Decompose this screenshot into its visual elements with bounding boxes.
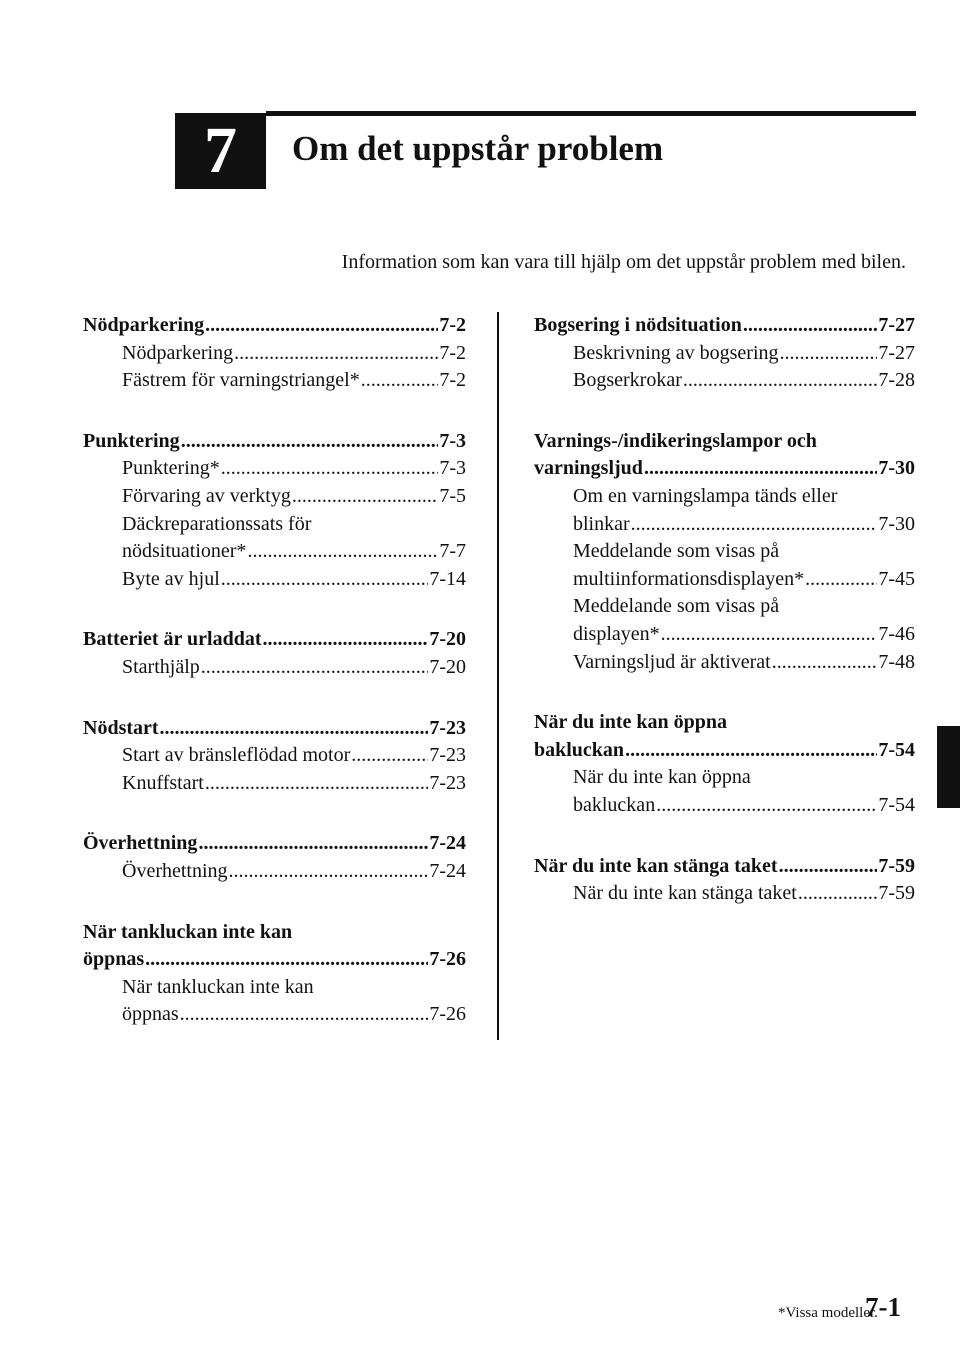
toc-section [83, 830, 466, 885]
toc-dot-leader [625, 737, 877, 765]
toc-page-ref: 7-24 [429, 859, 466, 882]
column-divider [497, 312, 499, 1040]
toc-section [83, 626, 466, 681]
toc-entry-text: multiinformationsdisplayen* [573, 567, 805, 590]
toc-dot-leader [656, 792, 877, 820]
toc-entry-text: Nödstart [83, 716, 159, 739]
toc-sub-entry[interactable] [534, 593, 915, 621]
toc-entry-text: Däckreparationssats för [122, 512, 312, 535]
toc-section [534, 853, 915, 908]
toc-dot-leader [263, 626, 429, 654]
toc-entry-text: Varnings-/indikeringslampor och [534, 429, 817, 452]
toc-sub-entry[interactable] [534, 367, 915, 395]
toc-page-ref: 7-20 [429, 628, 466, 651]
toc-sub-entry[interactable] [83, 566, 466, 594]
toc-page-ref: 7-24 [429, 832, 466, 855]
page-number: 7-1 [865, 1292, 901, 1322]
toc-sub-entry[interactable] [534, 880, 915, 908]
toc-page-ref: 7-23 [429, 771, 466, 794]
toc-sub-entry[interactable] [83, 483, 466, 511]
toc-dot-leader [661, 621, 878, 649]
toc-entry-text: Överhettning [83, 832, 198, 855]
chapter-number-block: 7 [175, 113, 266, 189]
toc-entry-text: Förvaring av verktyg [122, 484, 291, 507]
toc-heading-entry[interactable] [534, 455, 915, 483]
toc-entry-text: Punktering [83, 429, 180, 452]
toc-dot-leader [229, 858, 429, 886]
toc-dot-leader [181, 428, 439, 456]
toc-page-ref: 7-5 [439, 484, 466, 507]
toc-entry-text: När tankluckan inte kan [83, 920, 293, 943]
toc-dot-leader [361, 367, 439, 395]
toc-entry-text: varningsljud [534, 457, 643, 480]
toc-sub-entry[interactable] [83, 742, 466, 770]
chapter-intro: Information som kan vara till hjälp om det uppstår problem med bilen. [341, 251, 906, 273]
toc-dot-leader [351, 742, 428, 770]
toc-sub-entry[interactable] [83, 511, 466, 539]
toc-section [83, 428, 466, 594]
toc-dot-leader [780, 340, 878, 368]
toc-sub-entry[interactable] [83, 858, 466, 886]
toc-page-ref: 7-26 [429, 1003, 466, 1026]
toc-dot-leader [201, 654, 429, 682]
chapter-thumb-tab [937, 726, 960, 808]
toc-sub-entry[interactable] [83, 538, 466, 566]
toc-section [534, 709, 915, 819]
toc-sub-entry[interactable] [534, 792, 915, 820]
toc-page-ref: 7-7 [439, 540, 466, 563]
toc-dot-leader [805, 566, 877, 594]
toc-dot-leader [205, 312, 438, 340]
toc-entry-text: displayen* [573, 622, 660, 645]
toc-dot-leader [221, 455, 439, 483]
toc-dot-leader [180, 1001, 429, 1029]
toc-page-ref: 7-20 [429, 655, 466, 678]
toc-dot-leader [779, 853, 878, 881]
toc-heading-entry[interactable] [83, 428, 466, 456]
toc-sub-entry[interactable] [534, 538, 915, 566]
toc-dot-leader [743, 312, 878, 340]
toc-page-ref: 7-59 [878, 854, 915, 877]
toc-sub-entry[interactable] [534, 566, 915, 594]
toc-sub-entry[interactable] [83, 367, 466, 395]
toc-entry-text: När du inte kan öppna [534, 711, 728, 734]
toc-page-ref: 7-3 [439, 457, 466, 480]
toc-page-ref: 7-45 [878, 567, 915, 590]
toc-heading-entry[interactable] [83, 715, 466, 743]
toc-dot-leader [772, 649, 878, 677]
toc-dot-leader [683, 367, 877, 395]
toc-entry-text: blinkar [573, 512, 630, 535]
toc-page-ref: 7-46 [878, 622, 915, 645]
toc-dot-leader [292, 483, 438, 511]
toc-page-ref: 7-54 [878, 738, 915, 761]
toc-dot-leader [644, 455, 877, 483]
toc-heading-entry[interactable] [534, 737, 915, 765]
toc-entry-text: Meddelande som visas på [573, 540, 780, 563]
toc-entry-text: Överhettning [122, 859, 228, 882]
toc-dot-leader [160, 715, 429, 743]
toc-dot-leader [798, 880, 878, 908]
toc-page-ref: 7-2 [439, 314, 466, 336]
toc-sub-entry[interactable] [534, 621, 915, 649]
chapter-title: Om det uppstår problem [292, 129, 664, 168]
toc-page-ref: 7-27 [878, 341, 915, 364]
toc-entry-text: öppnas [83, 948, 145, 971]
toc-entry-text: Bogsering i nödsituation [534, 314, 742, 336]
toc-sub-entry[interactable] [534, 483, 915, 511]
toc-sub-entry[interactable] [83, 654, 466, 682]
toc-heading-entry[interactable] [83, 312, 466, 340]
toc-page-ref: 7-3 [439, 429, 466, 452]
toc-heading-entry[interactable] [534, 428, 915, 456]
toc-entry-text: När tankluckan inte kan [122, 975, 314, 998]
toc-sub-entry[interactable] [534, 511, 915, 539]
toc-dot-leader [234, 340, 438, 368]
toc-page-ref: 7-2 [439, 369, 466, 392]
toc-entry-text: Byte av hjul [122, 567, 220, 590]
toc-entry-text: Batteriet är urladdat [83, 628, 262, 651]
toc-page-ref: 7-26 [429, 948, 466, 971]
toc-entry-text: Nödparkering [83, 314, 205, 336]
toc-entry-text: bakluckan [534, 738, 625, 761]
toc-heading-entry[interactable] [83, 626, 466, 654]
toc-dot-leader [221, 566, 429, 594]
toc-section [534, 312, 915, 395]
toc-page-ref: 7-27 [878, 314, 915, 336]
toc-page-ref: 7-48 [878, 650, 915, 673]
toc-entry-text: bakluckan [573, 793, 656, 816]
toc-entry-text: När du inte kan öppna [573, 766, 751, 789]
toc-page-ref: 7-30 [878, 512, 915, 535]
toc-section [83, 715, 466, 798]
toc-dot-leader [631, 511, 878, 539]
toc-entry-text: Nödparkering [122, 341, 234, 364]
toc-entry-text: Om en varningslampa tänds eller [573, 484, 838, 507]
top-rule [266, 111, 916, 116]
toc-sub-entry[interactable] [83, 340, 466, 368]
toc-entry-text: Varningsljud är aktiverat [573, 650, 771, 673]
toc-dot-leader [198, 830, 428, 858]
toc-entry-text: Start av bränsleflödad motor [122, 744, 351, 767]
toc-entry-text: Beskrivning av bogsering [573, 341, 779, 364]
toc-heading-entry[interactable] [534, 853, 915, 881]
footnote: *Vissa modeller. [778, 1305, 878, 1321]
toc-page-ref: 7-23 [429, 716, 466, 739]
toc-dot-leader [205, 770, 428, 798]
toc-entry-text: När du inte kan stänga taket [534, 854, 778, 877]
toc-section [534, 428, 915, 676]
toc-heading-entry[interactable] [83, 919, 466, 947]
toc-sub-entry[interactable] [534, 340, 915, 368]
toc-page-ref: 7-23 [429, 744, 466, 767]
toc-page-ref: 7-30 [878, 457, 915, 480]
toc-page-ref: 7-14 [429, 567, 466, 590]
toc-sub-entry[interactable] [83, 455, 466, 483]
toc-section [83, 312, 466, 395]
toc-entry-text: Knuffstart [122, 771, 204, 794]
toc-entry-text: nödsituationer* [122, 540, 247, 563]
toc-entry-text: öppnas [122, 1003, 179, 1026]
toc-heading-entry[interactable] [534, 312, 915, 340]
toc-sub-entry[interactable] [534, 764, 915, 792]
toc-heading-entry[interactable] [83, 946, 466, 974]
toc-sub-entry[interactable] [534, 649, 915, 677]
toc-entry-text: Meddelande som visas på [573, 595, 780, 618]
toc-section [83, 919, 466, 1029]
toc-sub-entry[interactable] [83, 770, 466, 798]
toc-entry-text: Punktering* [122, 457, 220, 480]
toc-entry-text: När du inte kan stänga taket [573, 882, 797, 905]
toc-page-ref: 7-2 [439, 341, 466, 364]
toc-page-ref: 7-59 [878, 882, 915, 905]
toc-heading-entry[interactable] [83, 830, 466, 858]
toc-sub-entry[interactable] [83, 1001, 466, 1029]
toc-entry-text: Starthjälp [122, 655, 200, 678]
toc-entry-text: Bogserkrokar [573, 369, 682, 392]
toc-page-ref: 7-54 [878, 793, 915, 816]
toc-page-ref: 7-28 [878, 369, 915, 392]
toc-sub-entry[interactable] [83, 974, 466, 1002]
toc-right-column [534, 312, 915, 941]
toc-left-column [83, 312, 466, 1062]
toc-dot-leader [145, 946, 428, 974]
toc-entry-text: Fästrem för varningstriangel* [122, 369, 360, 392]
toc-heading-entry[interactable] [534, 709, 915, 737]
toc-dot-leader [247, 538, 438, 566]
